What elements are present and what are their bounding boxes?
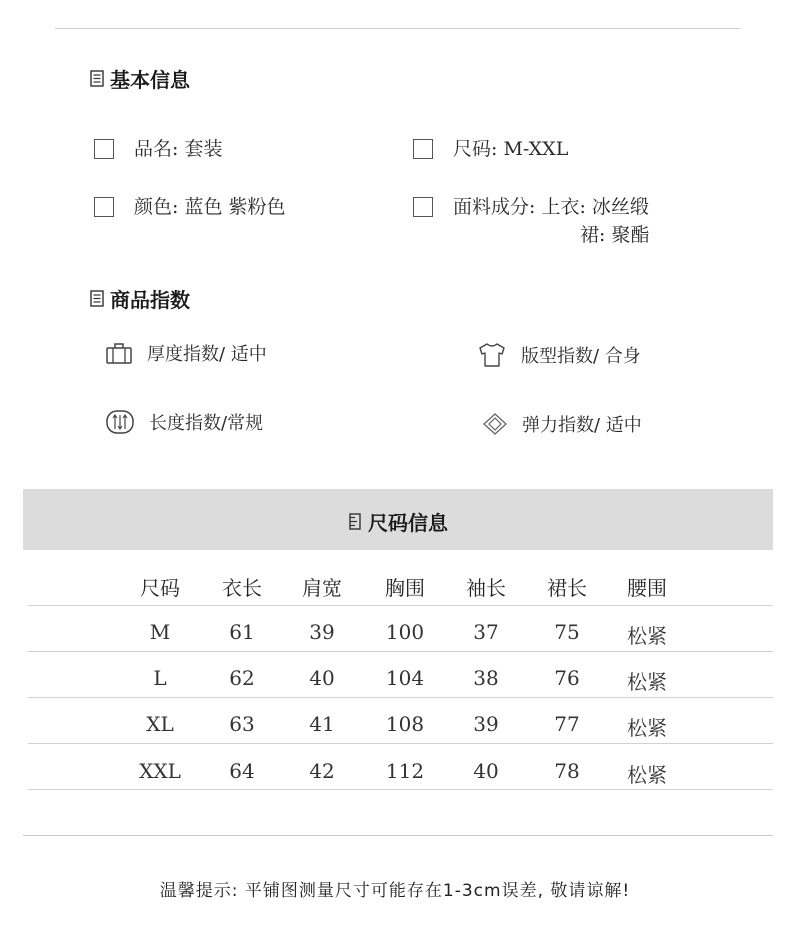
table-cell: XXL [139,759,181,783]
checkbox[interactable] [413,139,433,159]
table-cell: 松紧 [627,716,667,740]
footer-divider [23,835,773,836]
basic-item-label: 品名: 套装 [134,138,223,160]
checkbox[interactable] [413,197,433,217]
table-header-cell: 衣长 [222,576,262,600]
basic-item-name [94,137,222,161]
table-cell: 39 [309,620,335,644]
table-cell: 108 [385,712,425,736]
indices-title [90,284,190,313]
index-thickness [105,340,267,366]
index-label: 版型指数/ 合身 [521,346,641,367]
table-cell: 77 [554,712,580,736]
document-icon [90,70,104,87]
table-cell: 40 [473,759,499,783]
table-header-cell: 腰围 [627,576,667,600]
table-header-cell: 裙长 [547,576,587,600]
basic-item-size [413,137,568,161]
basic-info-title-text: 基本信息 [110,68,190,92]
table-cell: 75 [554,620,580,644]
index-label: 长度指数/常规 [149,413,264,434]
table-cell: 松紧 [627,763,667,787]
table-divider [28,605,773,606]
index-label: 厚度指数/ 适中 [147,344,267,365]
indices-title-text: 商品指数 [110,288,190,312]
table-cell: 100 [385,620,425,644]
basic-item-label: 颜色: 蓝色 紫粉色 [134,196,286,218]
table-cell: 78 [554,759,580,783]
table-header-cell: 尺码 [140,576,180,600]
basic-info-title [90,64,190,93]
basic-item-fabric-sub: 裙: 聚酯 [580,224,650,246]
warm-tip: 温馨提示: 平铺图测量尺寸可能存在1-3cm误差, 敬请谅解! [159,881,631,901]
table-cell: XL [146,712,174,736]
basic-item-label: 尺码: M-XXL [453,138,569,160]
size-info-header [23,489,773,550]
table-cell: 松紧 [627,624,667,648]
table-header-cell: 袖长 [466,576,506,600]
table-cell: 39 [473,712,499,736]
table-header-cell: 胸围 [385,576,425,600]
index-elasticity [482,411,642,437]
table-divider [28,651,773,652]
table-cell: 37 [473,620,499,644]
size-info-title [23,507,773,536]
basic-item-label: 面料成分: 上衣: 冰丝缎 [453,196,649,218]
index-length [105,409,263,435]
table-cell: 76 [554,666,580,690]
basic-item-fabric [413,195,649,219]
document-icon [90,290,104,307]
size-info-title-text: 尺码信息 [368,511,448,535]
basic-item-color [94,195,285,219]
index-label: 弹力指数/ 适中 [522,415,642,436]
table-header-cell: 肩宽 [302,576,342,600]
checkbox[interactable] [94,197,114,217]
table-cell: 42 [309,759,335,783]
table-cell: 61 [229,620,255,644]
index-fit [477,342,641,368]
ruler-doc-icon [348,513,362,530]
diamond-arrows-icon [482,412,508,436]
tshirt-icon [477,342,507,368]
table-divider [28,789,773,790]
table-cell: 64 [229,759,255,783]
table-cell: 62 [229,666,255,690]
table-cell: 112 [385,759,425,783]
table-cell: 41 [309,712,335,736]
table-cell: M [149,620,171,644]
top-divider [55,28,740,29]
bag-icon [105,341,133,365]
length-icon [105,409,135,435]
table-cell: 38 [473,666,499,690]
checkbox[interactable] [94,139,114,159]
table-divider [28,697,773,698]
table-cell: L [153,666,167,690]
table-cell: 104 [385,666,425,690]
table-cell: 40 [309,666,335,690]
table-cell: 松紧 [627,670,667,694]
table-cell: 63 [229,712,255,736]
table-divider [28,743,773,744]
